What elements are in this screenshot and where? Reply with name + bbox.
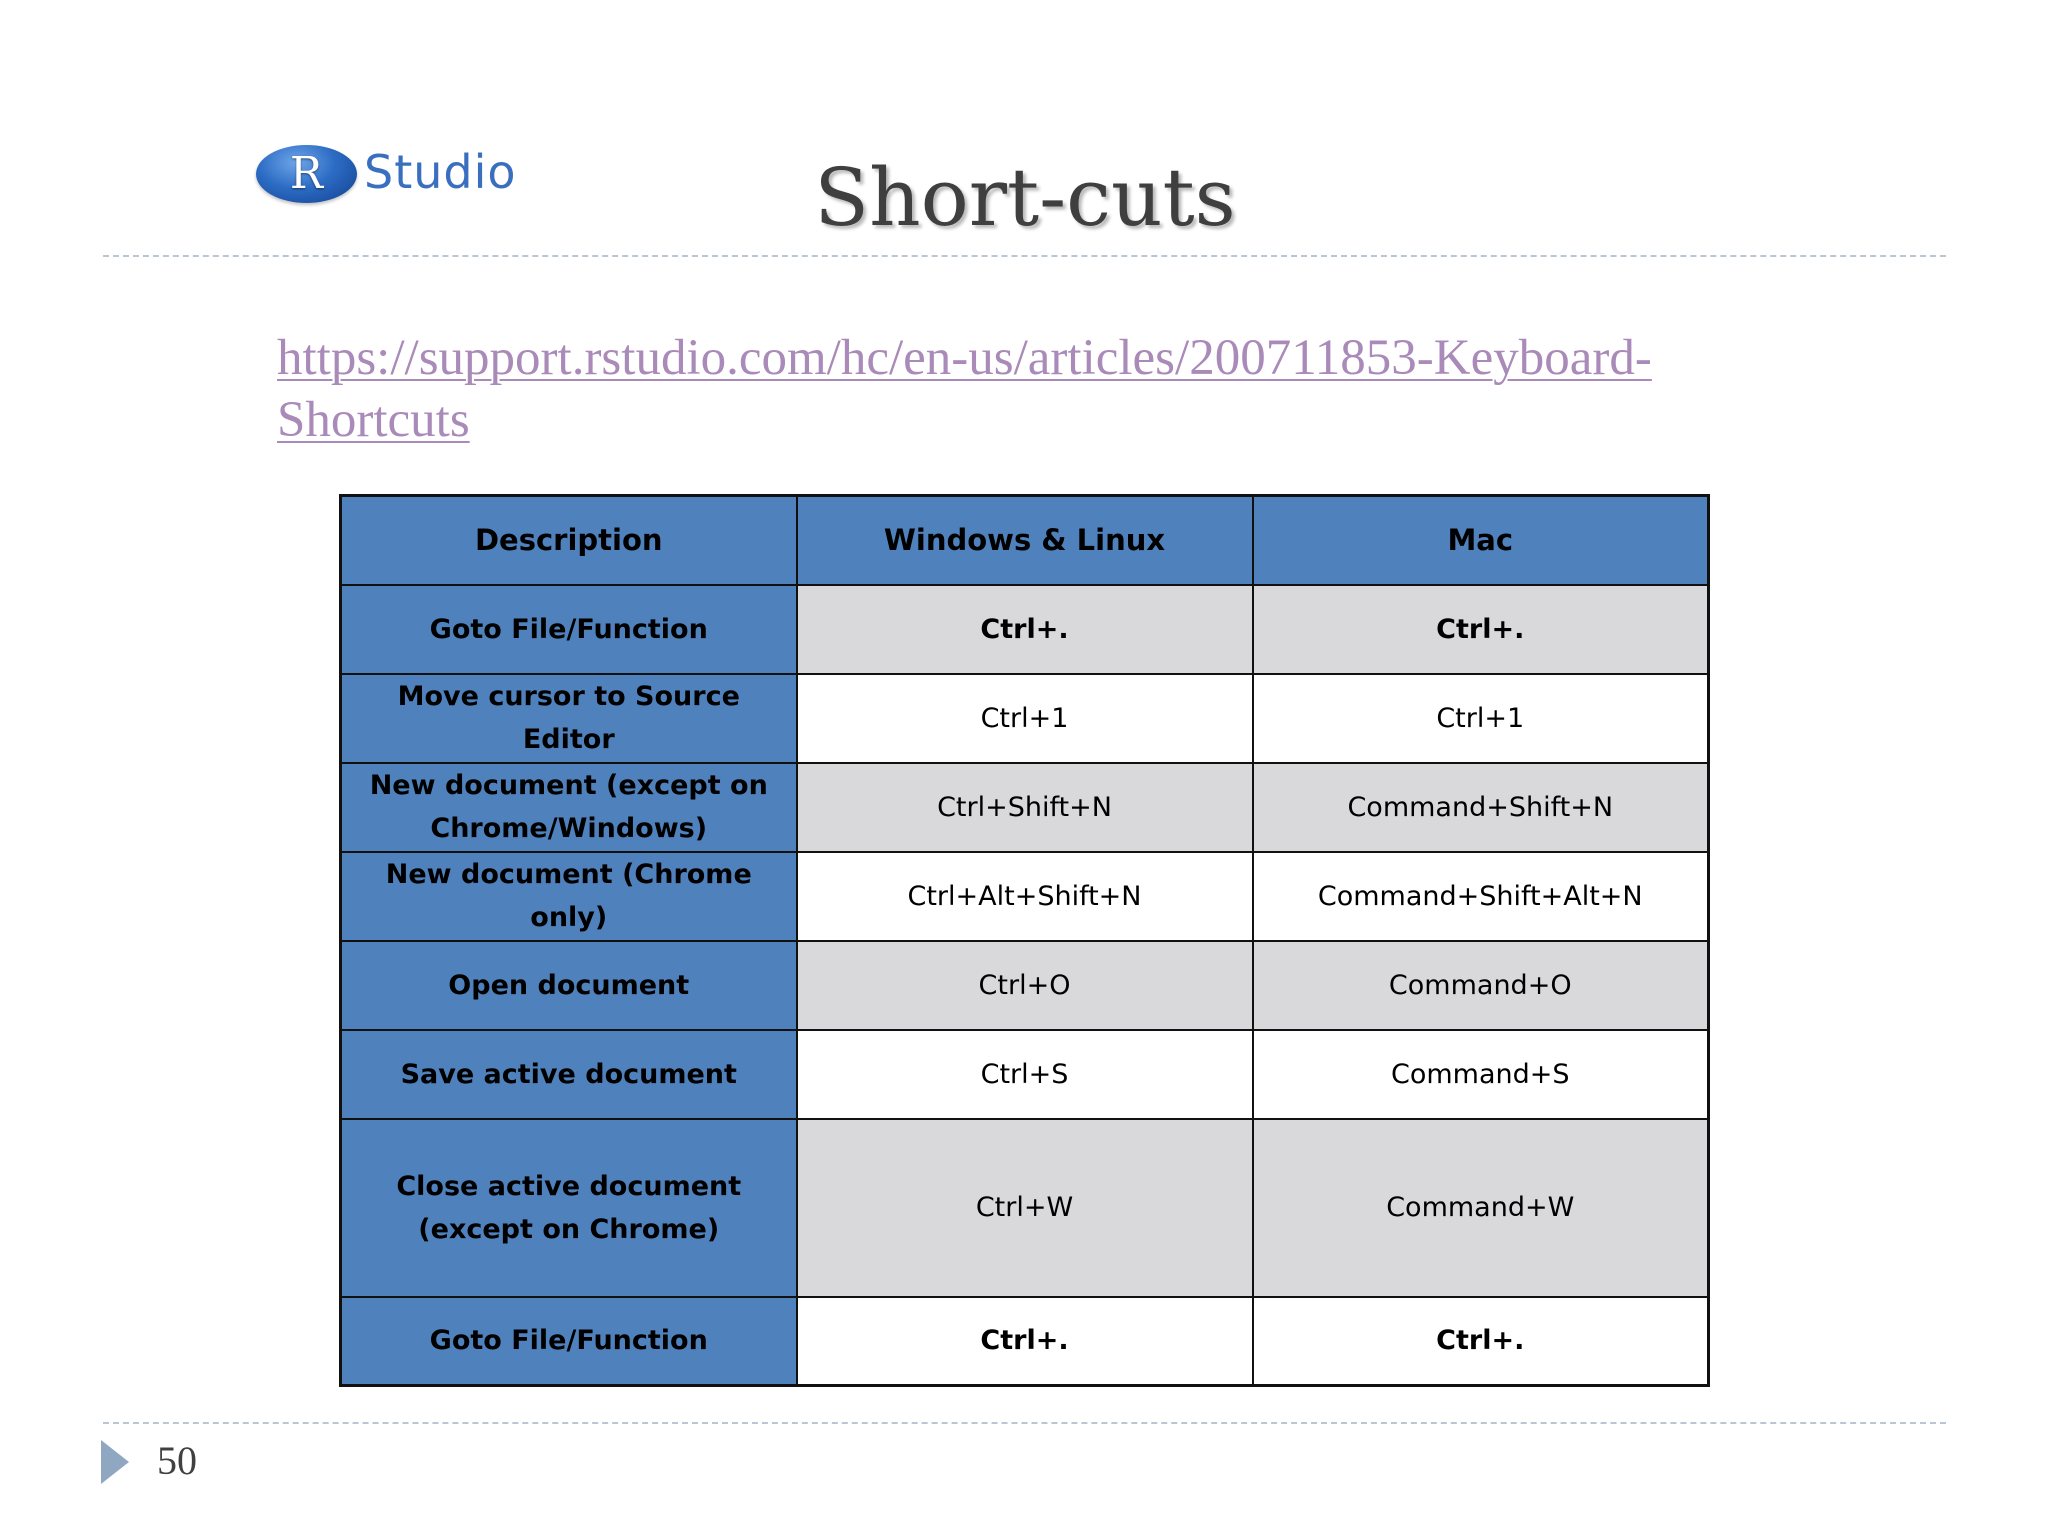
row-windows-linux: Ctrl+Shift+N (797, 763, 1253, 852)
row-description: Close active document (except on Chrome) (341, 1119, 797, 1297)
top-divider (103, 255, 1946, 257)
row-windows-linux: Ctrl+. (797, 585, 1253, 674)
table-row (341, 763, 1709, 852)
row-description: Move cursor to Source Editor (341, 674, 797, 763)
table-header-row (341, 496, 1709, 585)
header-windows-linux: Windows & Linux (797, 496, 1253, 585)
row-windows-linux: Ctrl+W (797, 1119, 1253, 1297)
row-windows-linux: Ctrl+1 (797, 674, 1253, 763)
logo-word (364, 140, 517, 204)
row-windows-linux: Ctrl+O (797, 941, 1253, 1030)
link-line-2[interactable]: Shortcuts (277, 392, 470, 448)
bottom-divider (103, 1422, 1946, 1424)
row-mac: Command+O (1253, 941, 1709, 1030)
logo-mark: R (289, 148, 324, 199)
table-row (341, 585, 1709, 674)
table-row (341, 1119, 1709, 1297)
row-mac: Command+Shift+N (1253, 763, 1709, 852)
triangle-right-icon (101, 1440, 129, 1484)
table-row (341, 674, 1709, 763)
table-row (341, 852, 1709, 941)
row-description: Open document (341, 941, 797, 1030)
row-windows-linux: Ctrl+. (797, 1297, 1253, 1386)
table-row (341, 1297, 1709, 1386)
row-mac: Command+S (1253, 1030, 1709, 1119)
slide-title: Short-cuts (814, 151, 1236, 244)
shortcuts-table (339, 494, 1710, 1387)
row-mac: Ctrl+1 (1253, 674, 1709, 763)
row-windows-linux: Ctrl+Alt+Shift+N (797, 852, 1253, 941)
row-description: New document (except on Chrome/Windows) (341, 763, 797, 852)
row-windows-linux: Ctrl+S (797, 1030, 1253, 1119)
page-number: 50 (157, 1438, 197, 1483)
row-mac: Ctrl+. (1253, 1297, 1709, 1386)
row-mac: Ctrl+. (1253, 585, 1709, 674)
header-mac: Mac (1253, 496, 1709, 585)
link-line-1[interactable]: https://support.rstudio.com/hc/en-us/articles/200711853-Keyboard- (277, 330, 1652, 386)
rstudio-logo-icon (256, 140, 556, 210)
shortcuts-link[interactable] (277, 327, 1717, 451)
row-description: Goto File/Function (341, 1297, 797, 1386)
row-mac: Command+Shift+Alt+N (1253, 852, 1709, 941)
table-row (341, 941, 1709, 1030)
row-description: Save active document (341, 1030, 797, 1119)
logo-word-text: Studio (364, 145, 517, 199)
table-row (341, 1030, 1709, 1119)
row-description: New document (Chrome only) (341, 852, 797, 941)
row-mac: Command+W (1253, 1119, 1709, 1297)
row-description: Goto File/Function (341, 585, 797, 674)
header-description: Description (341, 496, 797, 585)
